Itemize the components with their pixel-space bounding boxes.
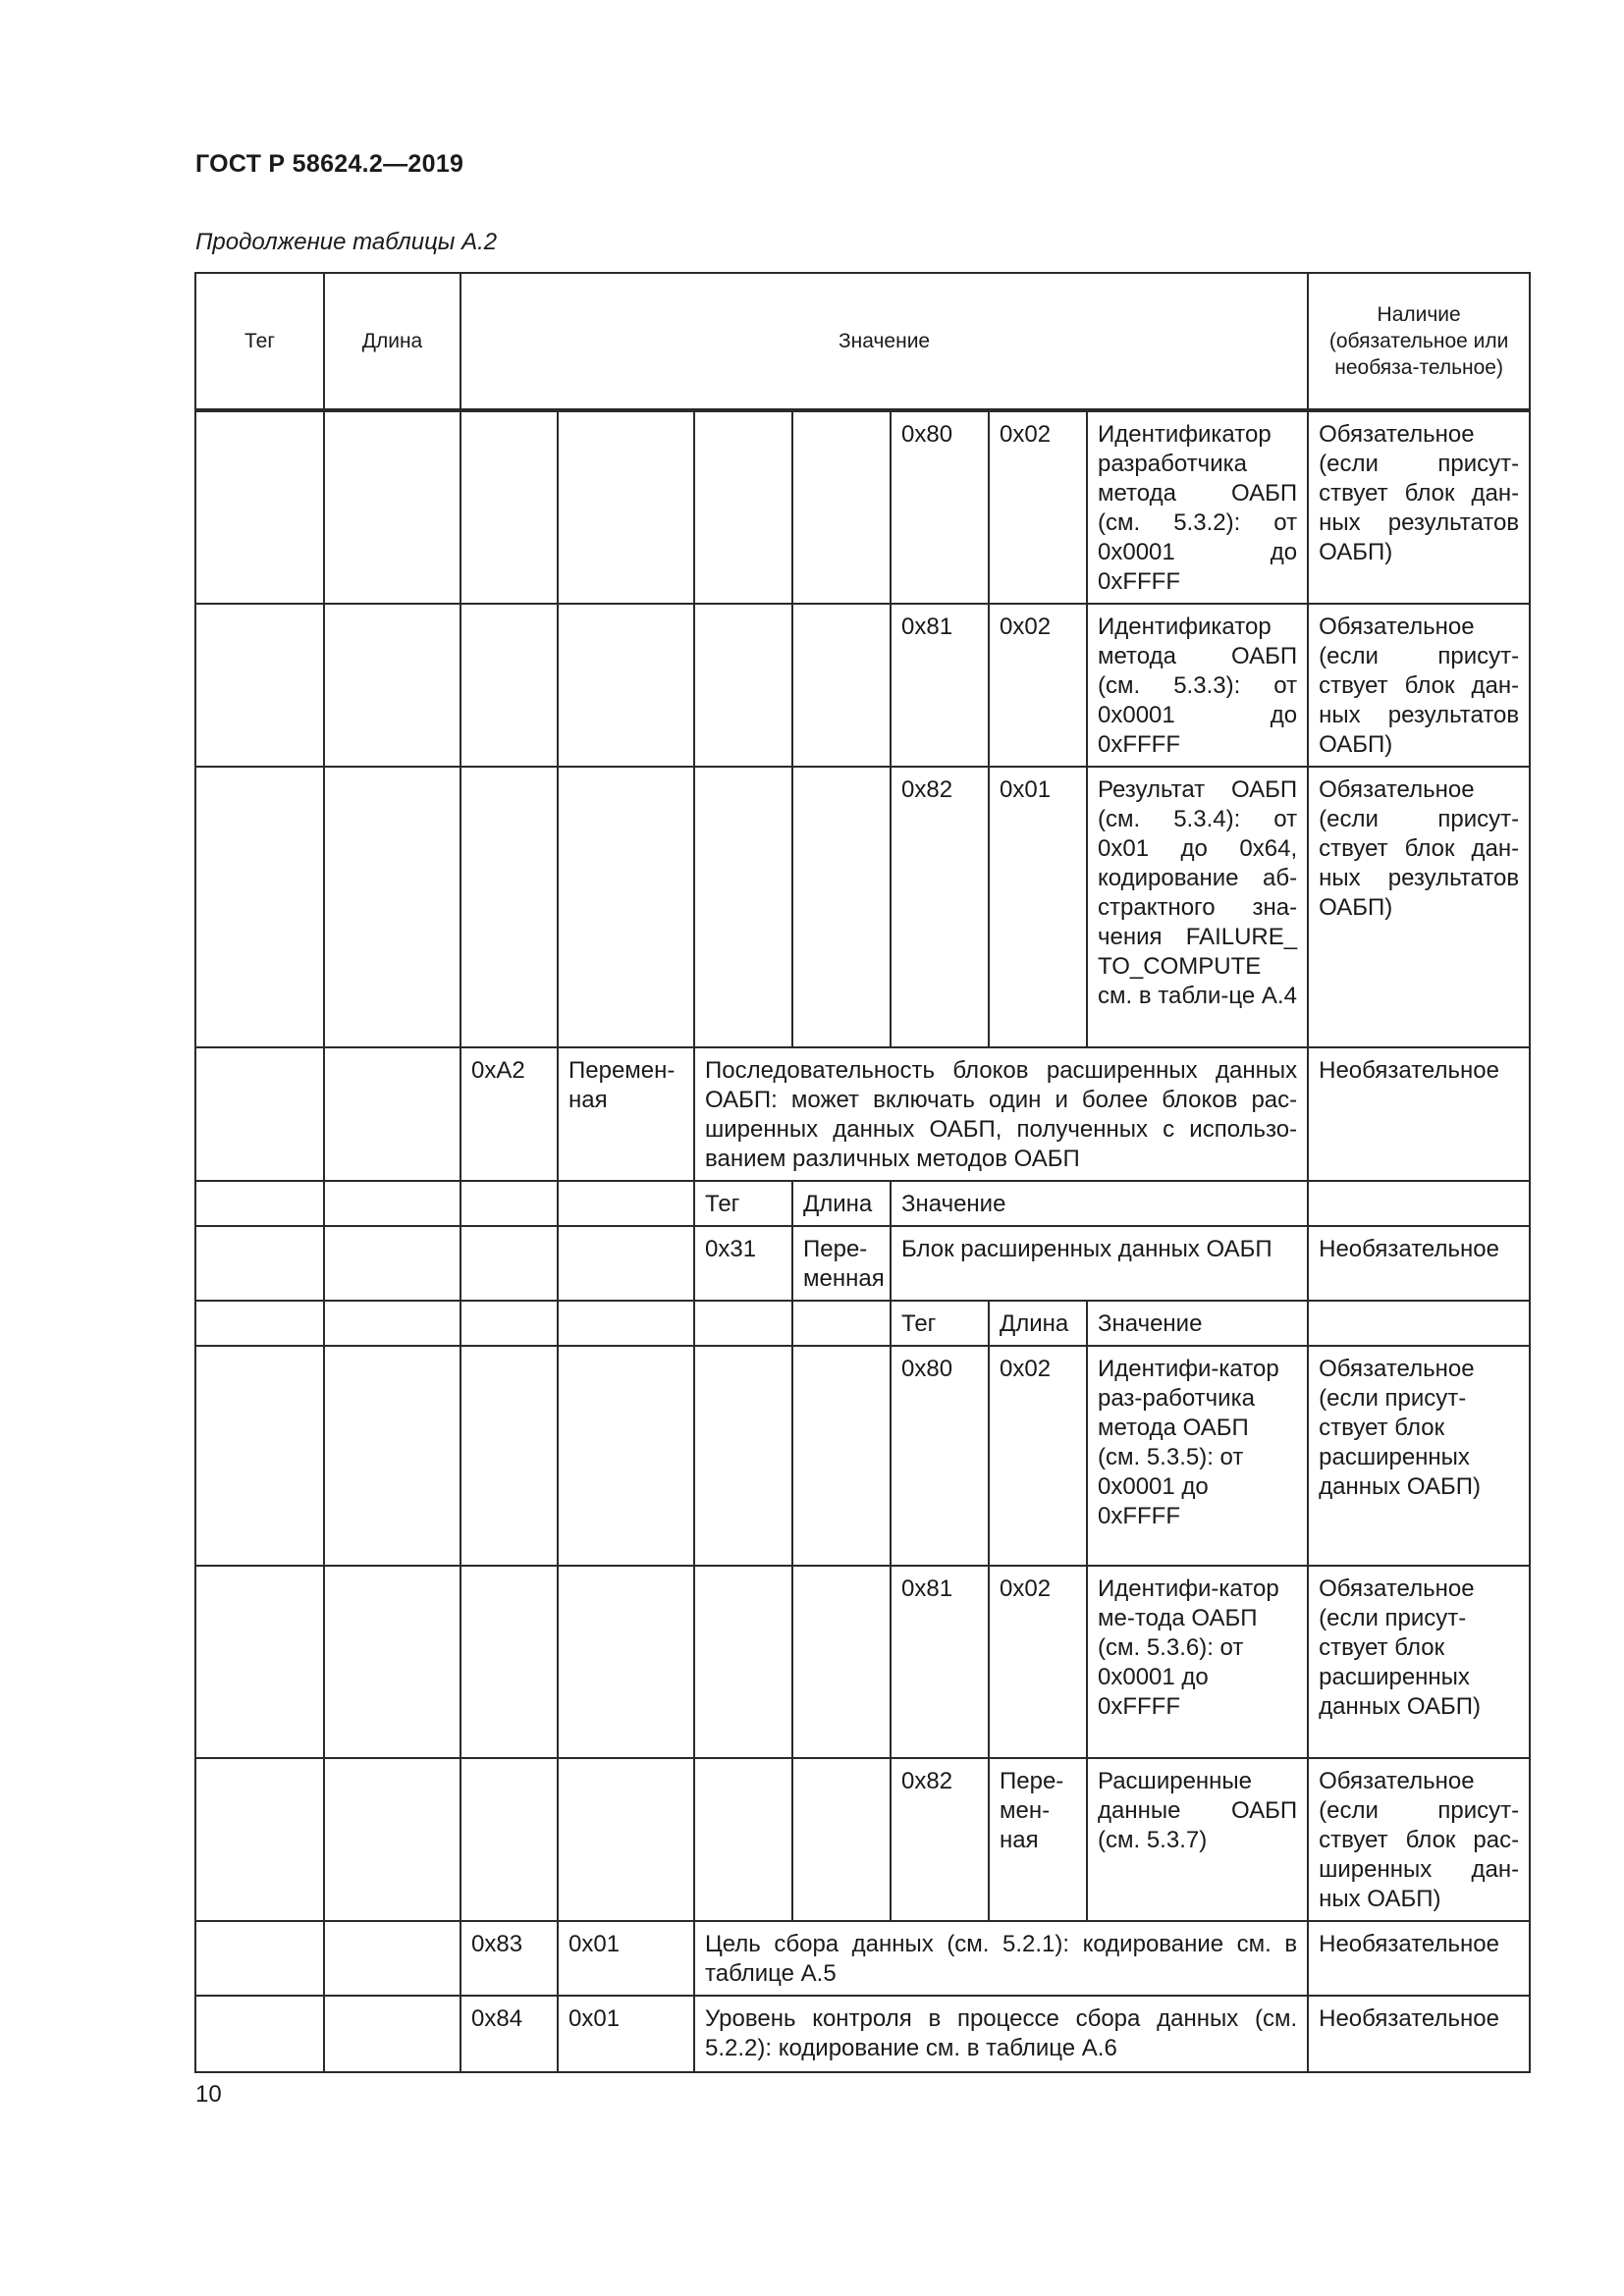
header-presence: Наличие (обязательное или необяза-тельное): [1308, 273, 1530, 410]
header-tag: Тег: [195, 273, 324, 410]
cell-presence: Обязательное (если присут-ствует блок дан-ных результатов ОАБП): [1308, 410, 1530, 604]
cell-length: Перемен-ная: [558, 1047, 694, 1181]
cell-length: Длина: [989, 1301, 1087, 1346]
cell-tag: 0x31: [694, 1226, 792, 1301]
table-row: [195, 1301, 1530, 1346]
cell-tag: 0x82: [891, 767, 989, 1047]
cell-presence: Необязательное: [1308, 1226, 1530, 1301]
cell-length: 0x01: [558, 1996, 694, 2072]
cell-value: Значение: [1087, 1301, 1308, 1346]
cell-tag: 0x80: [891, 1346, 989, 1566]
cell-tag: 0x82: [891, 1758, 989, 1921]
cell-value: Идентифи-катор раз-работчика метода ОАБП (см. 5.3.5): от 0x0001 до 0xFFFF: [1087, 1346, 1308, 1566]
page-number: 10: [195, 2081, 222, 2108]
table-row: [195, 604, 1530, 767]
table-row: [195, 1181, 1530, 1226]
cell-value: Идентификатор разработчика метода ОАБП (см. 5.3.2): от 0x0001 до 0xFFFF: [1087, 410, 1308, 604]
cell-value: Идентификатор метода ОАБП (см. 5.3.3): от 0x0001 до 0xFFFF: [1087, 604, 1308, 767]
cell-presence: Обязательное (если присут-ствует блок дан-ных результатов ОАБП): [1308, 767, 1530, 1047]
cell-length: 0x02: [989, 1566, 1087, 1758]
cell-value: Расширенные данные ОАБП (см. 5.3.7): [1087, 1758, 1308, 1921]
cell-value: Значение: [891, 1181, 1308, 1226]
cell-length: 0x02: [989, 604, 1087, 767]
table-row: [195, 1921, 1530, 1996]
table-row: [195, 1226, 1530, 1301]
table-row: [195, 1996, 1530, 2072]
cell-tag: Тег: [694, 1181, 792, 1226]
cell-value: Цель сбора данных (см. 5.2.1): кодирование см. в таблице А.5: [694, 1921, 1308, 1996]
cell-length: 0x01: [558, 1921, 694, 1996]
table-row: [195, 1758, 1530, 1921]
cell-tag: 0x81: [891, 1566, 989, 1758]
header-length: Длина: [324, 273, 460, 410]
cell-value: Уровень контроля в процессе сбора данных (см. 5.2.2): кодирование см. в таблице А.6: [694, 1996, 1308, 2072]
cell-value: Идентифи-катор ме-тода ОАБП (см. 5.3.6): от 0x0001 до 0xFFFF: [1087, 1566, 1308, 1758]
data-table: [194, 272, 1531, 2073]
cell-presence: Необязательное: [1308, 1921, 1530, 1996]
cell-value: Последовательность блоков расширенных данных ОАБП: может включать один и более блоков рас-ширенных данных ОАБП, полученных с использо-ванием различных методов ОАБП: [694, 1047, 1308, 1181]
cell-length: Длина: [792, 1181, 891, 1226]
cell-presence: Необязательное: [1308, 1047, 1530, 1181]
cell-length: Пере-мен-ная: [989, 1758, 1087, 1921]
cell-presence: Обязательное (если присут-ствует блок дан-ных результатов ОАБП): [1308, 604, 1530, 767]
cell-tag: 0xA2: [460, 1047, 558, 1181]
cell-length: 0x02: [989, 1346, 1087, 1566]
cell-presence: Обязательное (если присут-ствует блок расширенных данных ОАБП): [1308, 1566, 1530, 1758]
cell-length: Пере-менная: [792, 1226, 891, 1301]
cell-tag: 0x80: [891, 410, 989, 604]
cell-value: Результат ОАБП (см. 5.3.4): от 0x01 до 0x64, кодирование аб-страктного зна-чения FAILURE_ TO_COMPUTE см. в табли-це А.4: [1087, 767, 1308, 1047]
cell-tag: 0x84: [460, 1996, 558, 2072]
table-header-row: [195, 273, 1530, 410]
document-header: ГОСТ Р 58624.2—2019: [195, 150, 464, 178]
table-row: [195, 410, 1530, 604]
cell-presence: Необязательное: [1308, 1996, 1530, 2072]
cell-tag: 0x83: [460, 1921, 558, 1996]
cell-tag: Тег: [891, 1301, 989, 1346]
table-row: [195, 1047, 1530, 1181]
table-caption: Продолжение таблицы А.2: [195, 229, 498, 255]
header-value: Значение: [460, 273, 1308, 410]
cell-tag: 0x81: [891, 604, 989, 767]
cell-presence: Обязательное (если присут-ствует блок рас-ширенных дан-ных ОАБП): [1308, 1758, 1530, 1921]
cell-presence: Обязательное (если присут-ствует блок расширенных данных ОАБП): [1308, 1346, 1530, 1566]
cell-value: Блок расширенных данных ОАБП: [891, 1226, 1308, 1301]
cell-length: 0x02: [989, 410, 1087, 604]
table-row: [195, 1346, 1530, 1566]
table-row: [195, 1566, 1530, 1758]
table-row: [195, 767, 1530, 1047]
cell-length: 0x01: [989, 767, 1087, 1047]
